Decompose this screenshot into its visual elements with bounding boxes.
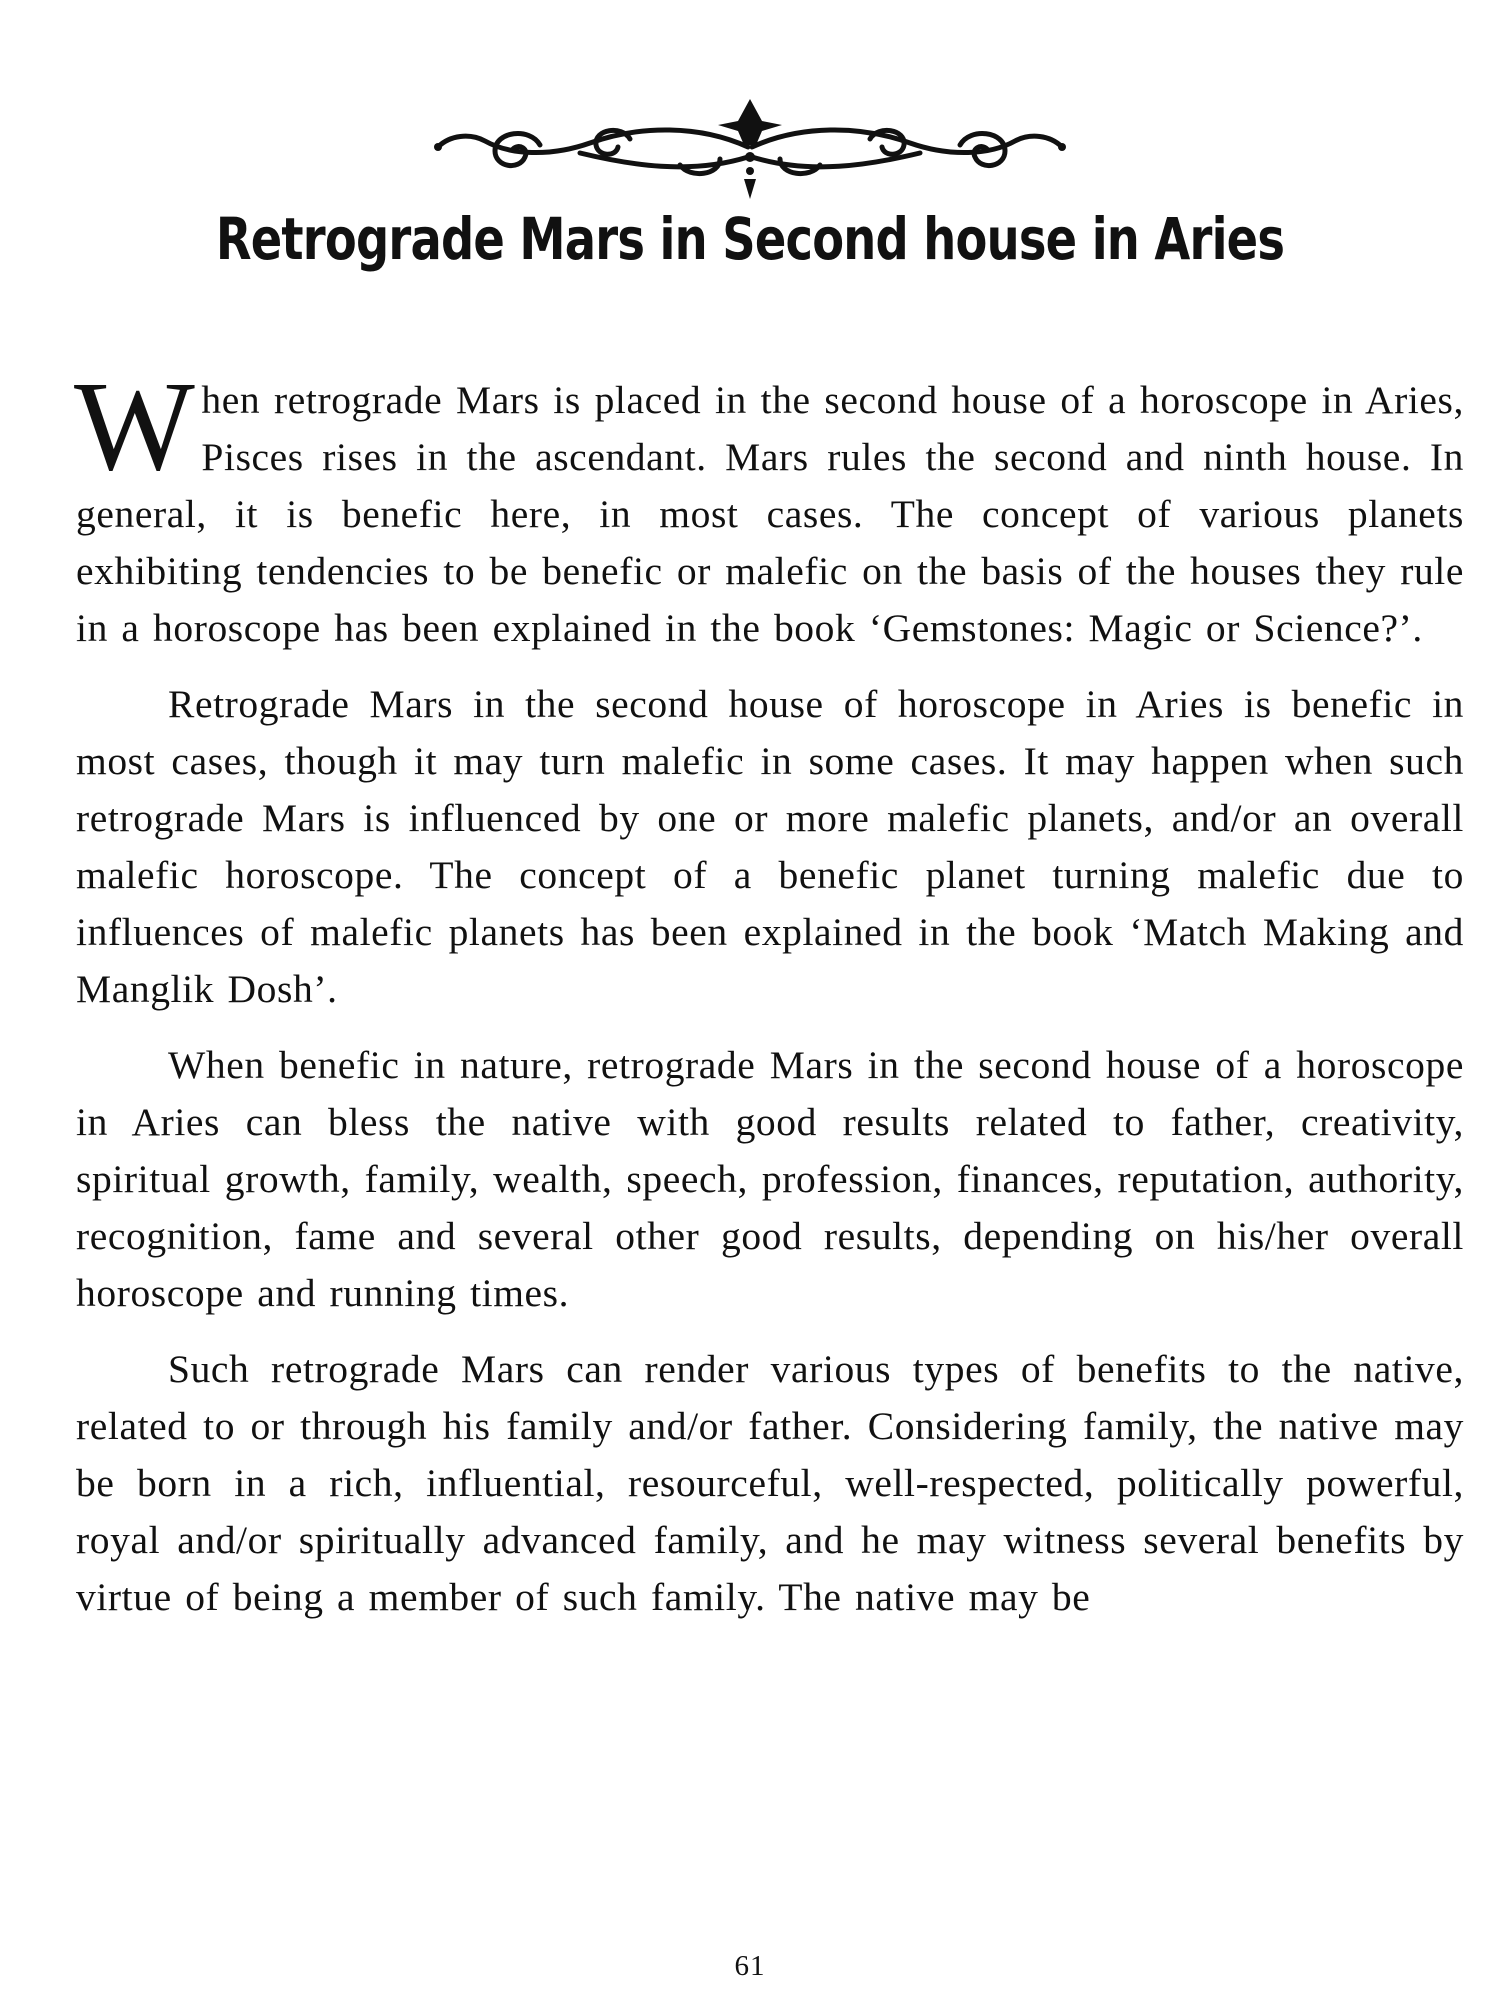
paragraph-1 <box>74 355 1464 657</box>
body-text <box>74 355 1464 1645</box>
page-number: 61 <box>734 1950 766 1982</box>
paragraph-1-text: hen retrograde Mars is placed in the second house of a horoscope in Aries, Pisces rises in the ascendant. Mars rules the second and ninth house. In general, it is benefic here, in most cases. The concept of various planets exhibiting tendencies to be benefic or malefic on the basis of the houses they rule in a horoscope has been explained in the book ‘Gemstones: Magic or Science?’. <box>76 378 1464 650</box>
paragraph-4: Such retrograde Mars can render various types of benefits to the native, related to or through his family and/or father. Considering family, the native may be born in a rich, influential, resourceful, well-respected, politically powerful, royal and/or spiritually advanced family, and he may witness several benefits by virtue of being a member of such family. The native may be <box>76 1347 1464 1619</box>
scroll-flourish-ornament-icon <box>430 95 1070 205</box>
paragraph-2: Retrograde Mars in the second house of horoscope in Aries is benefic in most cases, though it may turn malefic in some cases. It may happen when such retrograde Mars is influenced by one or more malefic planets, and/or an overall malefic horoscope. The concept of a benefic planet turning malefic due to influences of malefic planets has been explained in the book ‘Match Making and Manglik Dosh’. <box>76 682 1464 1011</box>
drop-cap: W <box>74 355 196 497</box>
page-title: Retrograde Mars in Second house in Aries <box>215 205 1285 273</box>
paragraph-3: When benefic in nature, retrograde Mars in the second house of a horoscope in Aries can bless the native with good results related to father, creativity, spiritual growth, family, wealth, speech, profession, finances, reputation, authority, recognition, fame and several other good results, depending on his/her overall horoscope and running times. <box>76 1043 1464 1315</box>
